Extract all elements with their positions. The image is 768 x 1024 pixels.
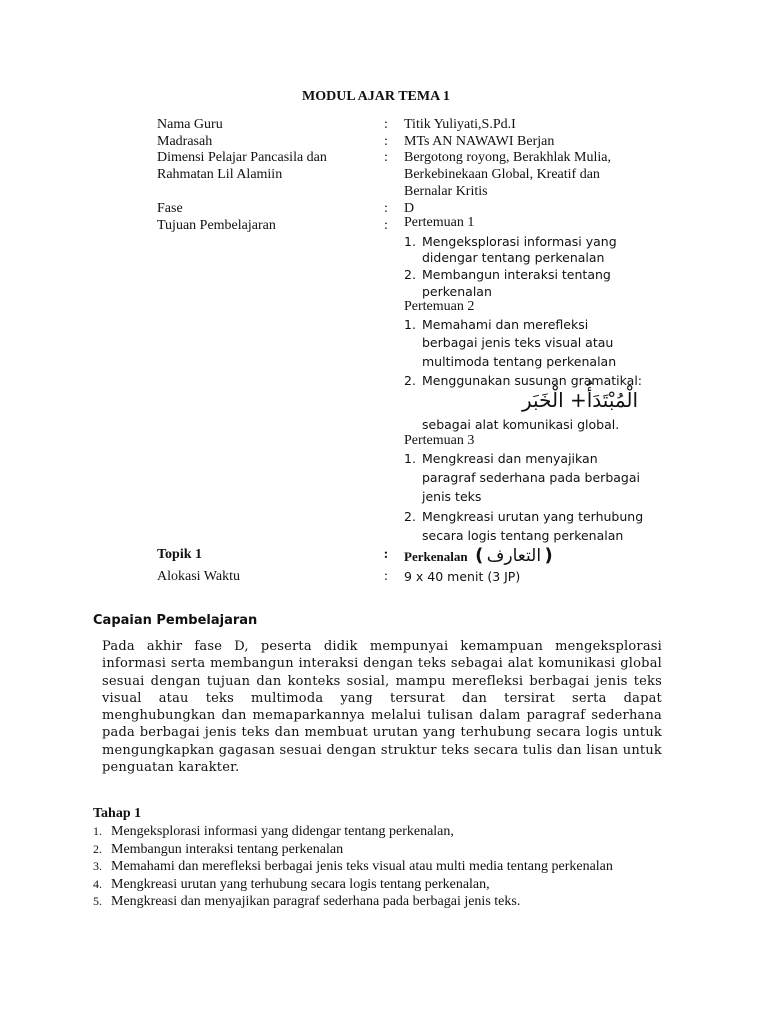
m3-item-2-line-1: Mengkreasi urutan yang terhubung — [422, 509, 644, 524]
m3-item-1-line-3: jenis teks — [422, 489, 482, 504]
topik-arabic: التعارف — [486, 546, 542, 566]
m1-item-2-num: 2. — [404, 267, 416, 282]
list-item-text: Mengkreasi urutan yang terhubung secara logis tentang perkenalan, — [111, 876, 490, 892]
m2-item-1-line-3: multimoda tentang perkenalan — [422, 354, 617, 369]
value-alokasi: 9 x 40 menit (3 JP) — [404, 569, 521, 584]
m1-item-1-line-2: didengar tentang perkenalan — [422, 250, 605, 265]
label-tujuan: Tujuan Pembelajaran — [157, 218, 276, 233]
list-item-num: 3. — [93, 859, 102, 874]
pertemuan-3-heading: Pertemuan 3 — [404, 433, 475, 448]
pertemuan-1-heading: Pertemuan 1 — [404, 215, 475, 230]
colon: : — [384, 117, 388, 132]
tahap-list — [93, 823, 683, 911]
label-madrasah: Madrasah — [157, 134, 213, 149]
label-fase: Fase — [157, 201, 183, 216]
m1-item-1-line-1: Mengeksplorasi informasi yang — [422, 234, 617, 249]
colon: : — [384, 201, 388, 216]
colon: : — [384, 134, 388, 149]
list-item — [93, 858, 683, 876]
arabic-formula: الْمُبْتَدَأُ+ الْخَبَر — [522, 388, 639, 412]
list-item-text: Mengkreasi dan menyajikan paragraf sederhana pada berbagai jenis teks. — [111, 894, 521, 910]
topik-text: Perkenalan — [404, 549, 468, 564]
list-item-num: 1. — [93, 824, 102, 838]
list-item — [93, 823, 683, 841]
list-item-num: 2. — [93, 841, 102, 856]
value-nama-guru: Titik Yuliyati,S.Pd.I — [404, 117, 516, 132]
value-dimensi-line-2: Berkebinekaan Global, Kreatif dan — [404, 167, 600, 182]
colon: : — [383, 547, 389, 562]
label-nama-guru: Nama Guru — [157, 117, 223, 132]
list-item — [93, 893, 683, 911]
m2-item-2-num: 2. — [404, 373, 416, 388]
list-item-text: Memahami dan merefleksi berbagai jenis teks visual atau multi media tentang perkenalan — [111, 859, 613, 875]
label-alokasi: Alokasi Waktu — [157, 569, 240, 584]
m3-item-1-num: 1. — [404, 451, 416, 466]
list-item — [93, 841, 683, 859]
m2-item-1-line-1: Memahami dan merefleksi — [422, 317, 589, 332]
topik-value — [404, 544, 553, 570]
list-item — [93, 876, 683, 894]
m1-item-1-num: 1. — [404, 234, 416, 249]
m3-item-2-line-2: secara logis tentang perkenalan — [422, 528, 624, 543]
label-dimensi-line-1: Dimensi Pelajar Pancasila dan — [157, 150, 327, 165]
m2-item-2-line-1: Menggunakan susunan gramatikal: — [422, 373, 643, 388]
m3-item-2-num: 2. — [404, 509, 416, 524]
value-madrasah: MTs AN NAWAWI Berjan — [404, 134, 555, 149]
list-item-text: Mengeksplorasi informasi yang didengar tentang perkenalan, — [111, 824, 454, 839]
tahap-heading: Tahap 1 — [93, 806, 142, 821]
value-dimensi-line-3: Bernalar Kritis — [404, 184, 488, 199]
m1-item-2-line-1: Membangun interaksi tentang — [422, 267, 611, 282]
value-fase: D — [404, 201, 415, 216]
list-item-text: Membangun interaksi tentang perkenalan — [111, 841, 344, 857]
label-dimensi-line-2: Rahmatan Lil Alamiin — [157, 167, 283, 182]
m3-item-1-line-1: Mengkreasi dan menyajikan — [422, 451, 598, 466]
list-item-num: 4. — [93, 876, 102, 891]
list-item-num: 5. — [93, 894, 102, 909]
m2-after-formula: sebagai alat komunikasi global. — [422, 417, 620, 432]
capaian-paragraph: Pada akhir fase D, peserta didik mempunyai kemampuan mengeksplorasi informasi serta membangun interaksi dengan teks sebagai alat komunikasi global sesuai dengan tujuan dan konteks sosial, mampu merefleksi berbagai jenis teks visual atau teks multimoda yang tersurat dan tersirat serta dapat menghubungkan dan memaparkannya melalui tulisan dalam paragraf sederhana pada berbagai jenis teks dan membuat urutan yang terhubung secara logis untuk mengungkapkan gagasan sesuai dengan struktur teks secara tulis dan lisan untuk penguatan karakter. — [102, 639, 662, 776]
m2-item-1-line-2: berbagai jenis teks visual atau — [422, 335, 614, 350]
m1-item-2-line-2: perkenalan — [422, 284, 492, 299]
value-dimensi-line-1: Bergotong royong, Berakhlak Mulia, — [404, 150, 611, 165]
m2-item-1-num: 1. — [404, 317, 416, 332]
label-topik: Topik 1 — [157, 547, 203, 562]
colon: : — [384, 569, 388, 584]
paren-open: ( — [475, 545, 484, 566]
colon: : — [384, 218, 388, 233]
colon: : — [384, 150, 388, 165]
pertemuan-2-heading: Pertemuan 2 — [404, 299, 475, 314]
capaian-heading: Capaian Pembelajaran — [93, 613, 258, 628]
m3-item-1-line-2: paragraf sederhana pada berbagai — [422, 470, 640, 485]
page-title: MODUL AJAR TEMA 1 — [302, 89, 450, 104]
paren-close: ) — [544, 545, 553, 566]
